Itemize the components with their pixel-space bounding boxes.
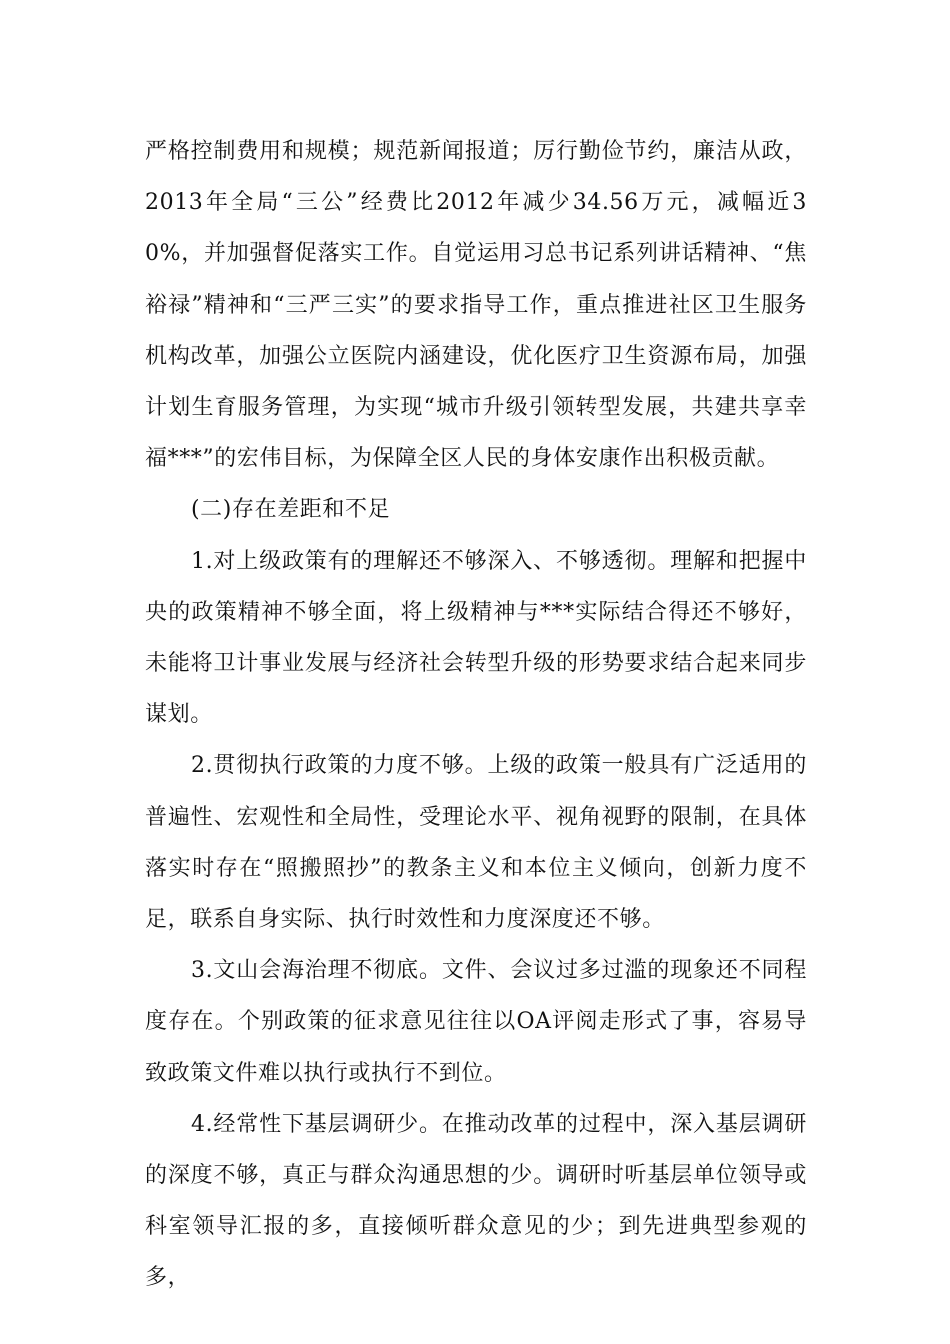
paragraph-item-4: 4.经常性下基层调研少。在推动改革的过程中，深入基层调研的深度不够，真正与群众沟通思想的少。调研时听基层单位领导或科室领导汇报的多，直接倾听群众意见的少；到先进典型参观的多， [145,1111,807,1291]
section-heading: (二)存在差距和不足 [191,497,391,523]
paragraph-continuation: 严格控制费用和规模；规范新闻报道；厉行勤俭节约，廉洁从政，2013年全局“三公”经费比2012年减少34.56万元，减幅近30%，并加强督促落实工作。自觉运用习总书记系列讲话精神、“焦裕禄”精神和“三严三实”的要求指导工作，重点推进社区卫生服务机构改革，加强公立医院内涵建设，优化医疗卫生资源布局，加强计划生育服务管理，为实现“城市升级引领转型发展，共建共享幸福***”的宏伟目标，为保障全区人民的身体安康作出积极贡献。 [145,139,807,472]
document-body [145,126,807,1304]
paragraph-item-1: 1.对上级政策有的理解还不够深入、不够透彻。理解和把握中央的政策精神不够全面，将上级精神与***实际结合得还不够好，未能将卫计事业发展与经济社会转型升级的形势要求结合起来同步谋划。 [145,548,807,728]
paragraph-item-2: 2.贯彻执行政策的力度不够。上级的政策一般具有广泛适用的普遍性、宏观性和全局性，受理论水平、视角视野的限制，在具体落实时存在“照搬照抄”的教条主义和本位主义倾向，创新力度不足，联系自身实际、执行时效性和力度深度还不够。 [145,753,807,933]
paragraph-item-3: 3.文山会海治理不彻底。文件、会议过多过滥的现象还不同程度存在。个别政策的征求意见往往以OA评阅走形式了事，容易导致政策文件难以执行或执行不到位。 [145,958,807,1086]
